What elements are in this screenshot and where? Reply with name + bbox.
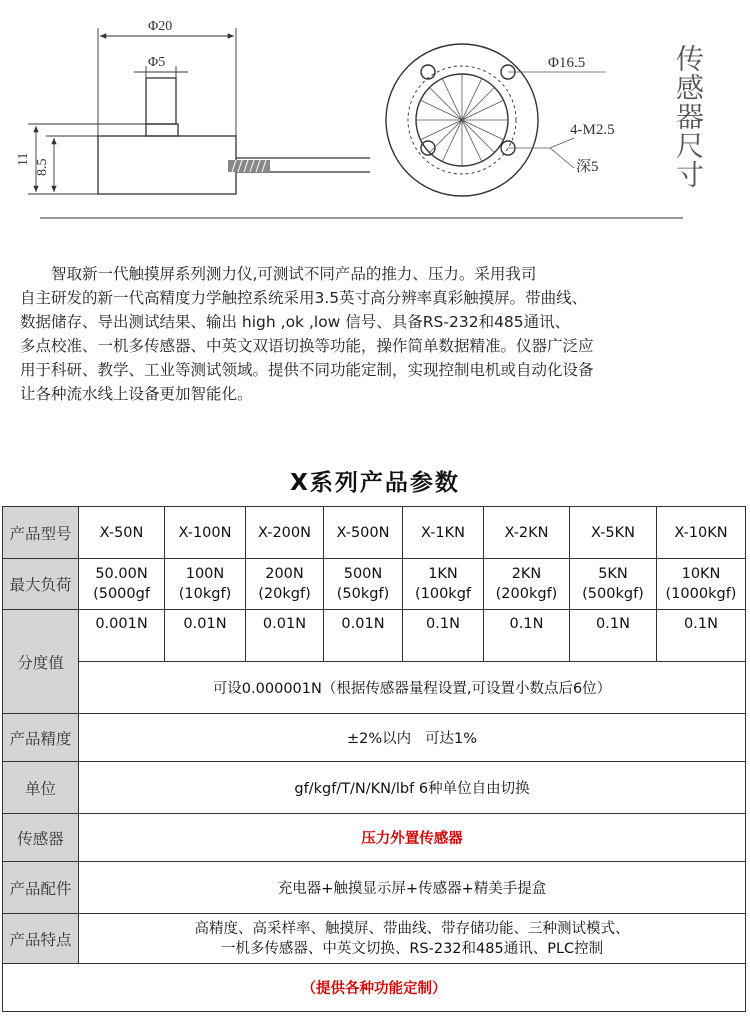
model-cell: X-500N [324,507,403,559]
load-kgf: (5000gf [93,586,150,602]
max-load-cell [246,559,324,610]
unit-value: gf/kgf/T/N/KN/lbf 6种单位自由切换 [79,762,746,814]
load-n: 5KN [598,566,628,582]
max-load-cell [324,559,403,610]
load-kgf: (50kgf) [336,586,390,602]
spec-table [2,506,746,1012]
load-kgf: (500kgf) [582,586,644,602]
resolution-cell: 0.01N [165,610,246,662]
load-kgf: (20kgf) [258,586,311,602]
load-n: 50.00N [95,566,148,582]
sensor-body-side [98,136,236,194]
resolution-cell: 0.01N [246,610,324,662]
max-load-cell [484,559,570,610]
sensor-value: 压力外置传感器 [79,814,746,862]
intro-line: 自主研发的新一代高精度力学触控系统采用3.5英寸高分辨率真彩触摸屏。带曲线、 [20,289,588,307]
features-value [79,914,746,964]
dim-thread: 4-M2.5 [570,122,615,138]
model-cell: X-2KN [484,507,570,559]
intro-line: 用于科研、教学、工业等测试领域。提供不同功能定制，实现控制电机或自动化设备 [20,361,594,379]
row-model [3,507,746,559]
row-unit [3,762,746,814]
max-load-cell [570,559,657,610]
max-load-cell [165,559,246,610]
label-max-load: 最大负荷 [3,559,79,610]
label-accuracy: 产品精度 [3,714,79,762]
label-accessories: 产品配件 [3,862,79,914]
label-resolution: 分度值 [3,610,79,714]
load-n: 2KN [511,566,542,582]
resolution-cell: 0.1N [403,610,484,662]
row-accessories [3,862,746,914]
resolution-cell: 0.1N [570,610,657,662]
label-sensor: 传感器 [3,814,79,862]
max-load-cell [79,559,165,610]
resolution-note: 可设0.000001N（根据传感器量程设置,可设置小数点后6位） [79,662,746,714]
model-cell: X-200N [246,507,324,559]
model-cell: X-1KN [403,507,484,559]
sensor-stud [146,78,176,124]
dim-stud-diameter: Φ5 [148,55,166,70]
max-load-cell [657,559,746,610]
dim-pcd: Φ16.5 [548,55,586,71]
row-sensor [3,814,746,862]
load-kgf: (100kgf [414,586,472,602]
resolution-cell: 0.1N [484,610,570,662]
resolution-cell: 0.001N [79,610,165,662]
load-n: 1KN [428,566,458,582]
load-kgf: (200kgf) [495,586,558,602]
label-features: 产品特点 [3,914,79,964]
row-resolution [3,610,746,662]
sensor-size-title: 传感器尺寸 [672,44,705,189]
dim-depth: 深5 [576,159,599,175]
accuracy-value: ±2%以内 可达1% [79,714,746,762]
row-features [3,914,746,964]
intro-line: 数据储存、导出测试结果、输出 high ,ok ,low 信号、具备RS-232和485通讯、 [20,313,571,331]
dim-body-height: 8.5 [35,158,50,176]
dim-outer-diameter: Φ20 [148,19,173,34]
features-line: 高精度、高采样率、触摸屏、带曲线、带存储功能、三种测试模式、 [194,920,630,937]
row-max-load [3,559,746,610]
model-cell: X-100N [165,507,246,559]
intro-line: 智取新一代触摸屏系列测力仪,可测试不同产品的推力、压力。采用我司 [20,265,537,283]
sensor-dimension-drawing [0,0,750,230]
resolution-cell: 0.01N [324,610,403,662]
resolution-cell: 0.1N [657,610,746,662]
accessories-value: 充电器+触摸显示屏+传感器+精美手提盒 [79,862,746,914]
intro-line: 让各种流水线上设备更加智能化。 [20,385,253,403]
label-model: 产品型号 [3,507,79,559]
load-kgf: (1000kgf) [665,586,737,602]
model-cell: X-5KN [570,507,657,559]
label-unit: 单位 [3,762,79,814]
load-n: 500N [343,566,383,582]
model-cell: X-10KN [657,507,746,559]
dim-total-height: 11 [16,152,31,166]
max-load-cell [403,559,484,610]
intro-line: 多点校准、一机多传感器、中英文双语切换等功能，操作简单数据精准。仪器广泛应 [20,337,594,355]
load-n: 100N [185,566,225,582]
custom-note: （提供各种功能定制） [3,964,746,1012]
load-n: 10KN [681,566,721,582]
features-line: 一机多传感器、中英文切换、RS-232和485通讯、PLC控制 [220,940,604,957]
load-kgf: (10kgf) [178,586,232,602]
row-accuracy [3,714,746,762]
params-title: X系列产品参数 [290,470,460,496]
row-resolution-note [3,662,746,714]
model-cell: X-50N [79,507,165,559]
row-custom [3,964,746,1012]
load-n: 200N [265,566,304,582]
product-intro [20,262,732,406]
